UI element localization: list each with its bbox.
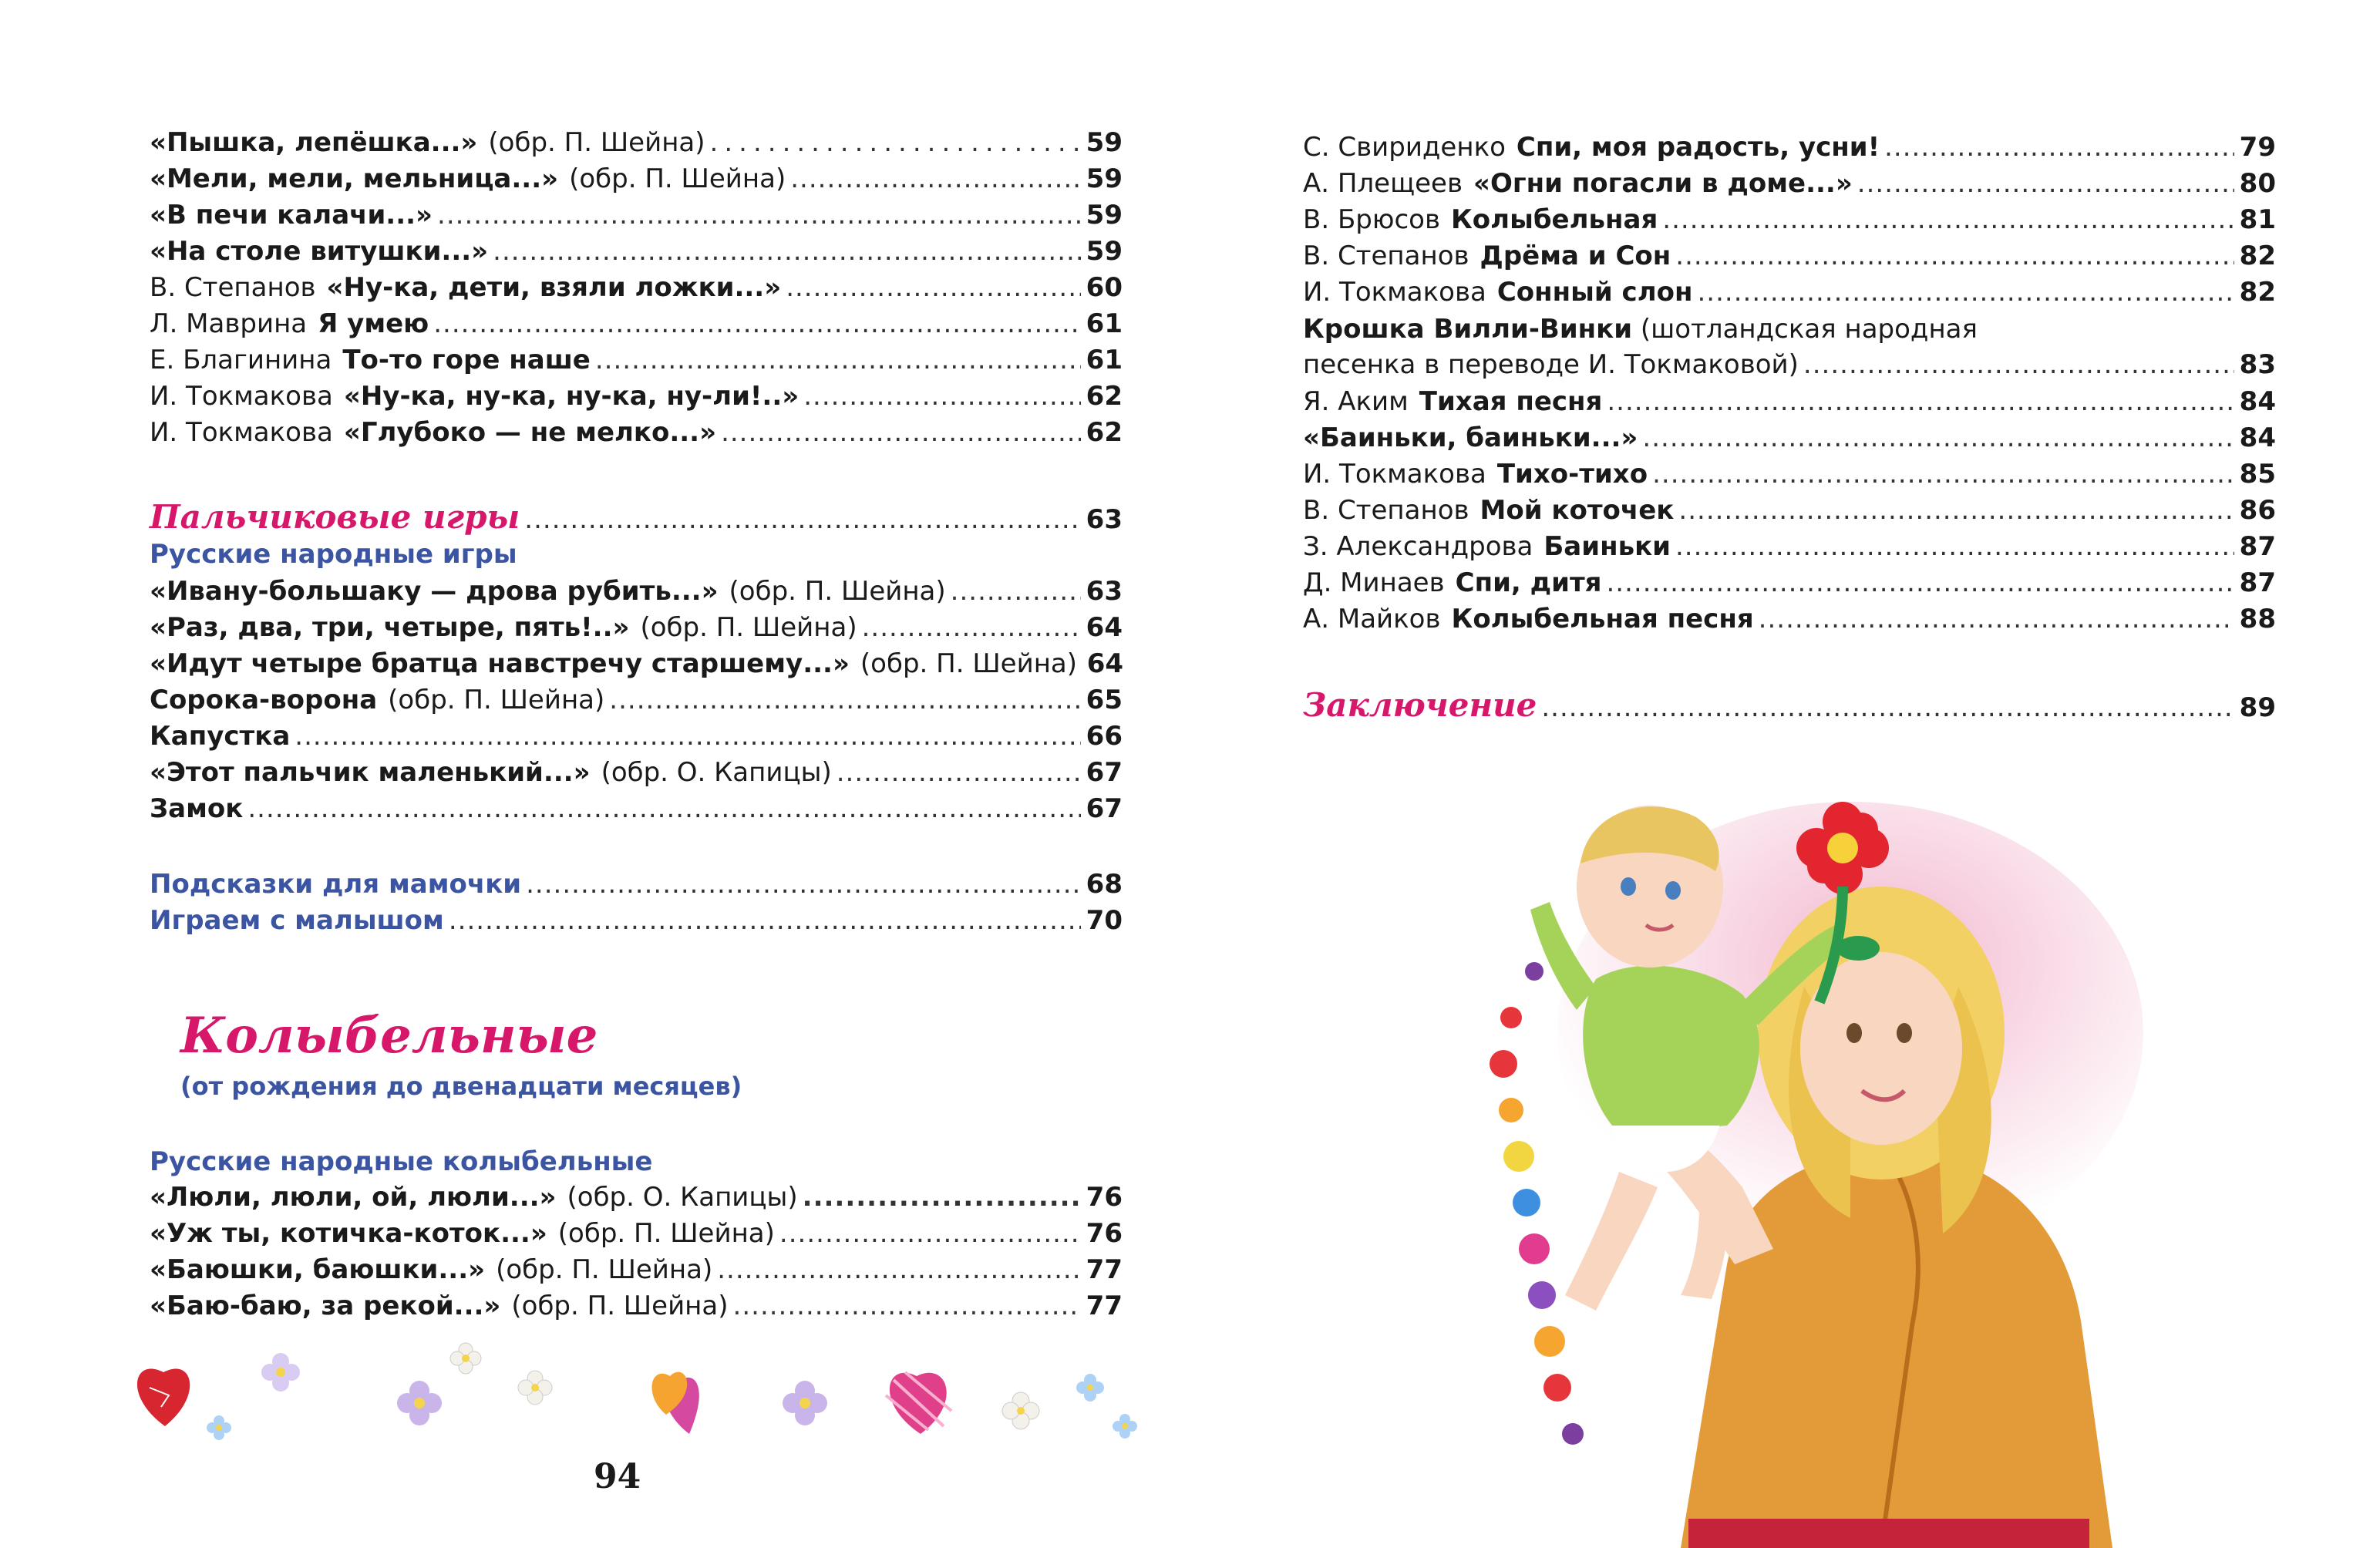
toc-entry[interactable] (1303, 456, 2276, 492)
dot-leader (1857, 166, 2234, 201)
toc-entry[interactable] (1303, 166, 2276, 201)
page-ref: 68 (1086, 869, 1123, 900)
entry-author: В. Степанов (1303, 241, 1469, 271)
toc-subheading-folk-lullabies (150, 1144, 1123, 1180)
page-ref: 62 (1086, 417, 1123, 448)
toc-entry[interactable] (150, 379, 1123, 414)
dot-leader (295, 718, 1081, 754)
entry-note: (обр. П. Шейна) (569, 163, 786, 194)
dot-leader (437, 197, 1081, 233)
page-ref: 84 (2239, 422, 2276, 453)
page-ref: 61 (1086, 345, 1123, 375)
page-ref: 85 (2239, 459, 2276, 490)
dot-leader (1675, 238, 2234, 274)
entry-title: «Глубоко — не мелко...» (343, 417, 717, 448)
entry-title: Я умею (318, 308, 429, 339)
toc-entry-willie-line2[interactable] (1303, 347, 2276, 382)
toc-entry[interactable] (1303, 565, 2276, 601)
entry-title: Спи, дитя (1455, 567, 1602, 598)
dot-leader (1675, 529, 2234, 564)
entry-title: «Ивану-большаку — дрова рубить...» (150, 576, 719, 607)
subheading: Русские народные игры (150, 539, 517, 570)
toc-entry[interactable] (150, 234, 1123, 269)
entry-note: (обр. П. Шейна) (640, 612, 857, 643)
dot-leader (1642, 420, 2234, 456)
entry-title: Мой коточек (1480, 495, 1675, 526)
page-ref: 89 (2239, 692, 2276, 723)
toc-entry[interactable] (150, 1216, 1123, 1251)
entry-title: «Уж ты, котичка-коток...» (150, 1218, 547, 1249)
entry-author: В. Брюсов (1303, 204, 1441, 235)
entry-title: Подсказки для мамочки (150, 869, 522, 900)
page-ref: 59 (1086, 236, 1123, 267)
dot-leader (1697, 274, 2234, 310)
dot-leader (721, 415, 1081, 450)
entry-title: Колыбельная (1451, 204, 1658, 235)
entry-author: В. Степанов (150, 272, 316, 303)
page-ref: 81 (2239, 204, 2276, 235)
toc-entry[interactable] (1303, 130, 2276, 165)
dot-leader (710, 125, 1081, 160)
page-ref: 59 (1086, 200, 1123, 231)
toc-section-finger-games[interactable] (150, 500, 1123, 535)
entry-title: «Баиньки, баиньки...» (1303, 422, 1638, 453)
dot-leader (862, 610, 1081, 645)
subheading: Русские народные колыбельные (150, 1146, 653, 1177)
toc-entry[interactable] (150, 755, 1123, 790)
entry-author: А. Майков (1303, 604, 1441, 634)
flower-icon (1113, 1414, 1137, 1439)
page-ref: 82 (2239, 277, 2276, 308)
page-ref: 59 (1086, 163, 1123, 194)
dot-leader (786, 270, 1081, 305)
flower-icon (1002, 1392, 1039, 1429)
dot-leader (609, 682, 1081, 718)
dot-leader (449, 903, 1081, 938)
dot-leader (733, 1288, 1081, 1324)
entry-title: Спи, моя радость, усни! (1516, 132, 1880, 163)
entry-note: (шотландская народная (1640, 314, 1978, 345)
page-ref: 80 (2239, 168, 2276, 199)
toc-entry[interactable] (1303, 529, 2276, 564)
entry-title: «Баю-баю, за рекой...» (150, 1291, 501, 1321)
section-subtitle: (от рождения до двенадцати месяцев) (180, 1072, 742, 1101)
page-ref: 70 (1086, 905, 1123, 936)
entry-author: Я. Аким (1303, 386, 1409, 417)
page-ref: 65 (1086, 685, 1123, 715)
entry-title: Крошка Вилли-Винки (1303, 314, 1633, 345)
entry-author: В. Степанов (1303, 495, 1469, 526)
page-ref: 76 (1086, 1182, 1123, 1213)
toc-entry[interactable] (150, 161, 1123, 197)
dot-leader (1803, 347, 2234, 382)
entry-title: Тихая песня (1419, 386, 1603, 417)
toc-entry[interactable] (150, 1180, 1123, 1215)
entry-note: песенка в переводе И. Токмаковой) (1303, 349, 1799, 380)
flower-icon (518, 1371, 552, 1405)
entry-author: И. Токмакова (1303, 277, 1486, 308)
flower-icon (261, 1353, 300, 1392)
toc-entry[interactable] (1303, 420, 2276, 456)
entry-title: Капустка (150, 721, 291, 752)
toc-section-conclusion[interactable] (1303, 688, 2276, 723)
entry-title: «Пышка, лепёшка...» (150, 127, 478, 158)
toc-entry[interactable] (1303, 601, 2276, 637)
toc-entry[interactable] (150, 125, 1123, 160)
entry-author: И. Токмакова (150, 381, 333, 412)
entry-note: (обр. О. Капицы) (601, 757, 832, 788)
toc-entry[interactable] (150, 342, 1123, 378)
dot-leader (1607, 384, 2234, 419)
entry-title: «Мели, мели, мельница...» (150, 163, 559, 194)
page-ref: 83 (2239, 349, 2276, 380)
toc-entry[interactable] (150, 197, 1123, 233)
toc-entry[interactable] (150, 646, 1123, 681)
dot-leader (1606, 565, 2234, 601)
entry-title: «Огни погасли в доме...» (1473, 168, 1853, 199)
entry-note: (обр. П. Шейна) (729, 576, 946, 607)
toc-entry[interactable] (150, 791, 1123, 826)
page-ref: 59 (1086, 127, 1123, 158)
dot-leader (433, 306, 1081, 342)
entry-title: «Ну-ка, дети, взяли ложки...» (326, 272, 782, 303)
toc-entry[interactable] (150, 415, 1123, 450)
decorative-border (126, 1341, 1175, 1465)
toc-entry[interactable] (1303, 238, 2276, 274)
page-ref: 79 (2239, 132, 2276, 163)
toc-entry[interactable] (150, 867, 1123, 902)
heart-icon (651, 1372, 699, 1434)
flower-icon (450, 1343, 481, 1374)
entry-title: «Раз, два, три, четыре, пять!..» (150, 612, 630, 643)
page-ref: 82 (2239, 241, 2276, 271)
page-ref: 67 (1086, 757, 1123, 788)
entry-title: Сорока-ворона (150, 685, 378, 715)
dot-leader (717, 1252, 1081, 1287)
toc-entry[interactable] (150, 718, 1123, 754)
page-ref: 60 (1086, 272, 1123, 303)
page-number: 94 (594, 1457, 641, 1496)
entry-author: И. Токмакова (150, 417, 333, 448)
toc-entry-willie-line1[interactable] (1303, 311, 2276, 347)
page-ref: 77 (1086, 1291, 1123, 1321)
entry-title: «Баюшки, баюшки...» (150, 1254, 486, 1285)
page-ref: 76 (1086, 1218, 1123, 1249)
toc-entry[interactable] (150, 270, 1123, 305)
entry-title: Баиньки (1543, 531, 1671, 562)
page-ref: 84 (2239, 386, 2276, 417)
entry-author: А. Плещеев (1303, 168, 1463, 199)
entry-title: «Этот пальчик маленький...» (150, 757, 591, 788)
dot-leader (1759, 601, 2234, 637)
entry-title: Колыбельная песня (1451, 604, 1754, 634)
page-ref: 88 (2239, 604, 2276, 634)
toc-entry[interactable] (150, 610, 1123, 645)
dot-leader (837, 755, 1081, 790)
entry-title: «На столе витушки...» (150, 236, 489, 267)
page-ref: 61 (1086, 308, 1123, 339)
page-ref: 77 (1086, 1254, 1123, 1285)
toc-entry[interactable] (150, 1252, 1123, 1287)
page-ref: 66 (1086, 721, 1123, 752)
entry-author: Л. Маврина (150, 308, 308, 339)
dot-leader (1652, 456, 2234, 492)
dot-leader (524, 502, 1081, 537)
dot-leader (1662, 202, 2234, 237)
toc-entry[interactable] (150, 306, 1123, 342)
entry-note: (обр. П. Шейна) (496, 1254, 713, 1285)
entry-note: (обр. П. Шейна) (388, 685, 605, 715)
heart-icon (137, 1368, 190, 1426)
toc-entry[interactable] (150, 682, 1123, 718)
dot-leader (1541, 690, 2234, 725)
entry-note: (обр. О. Капицы) (567, 1182, 798, 1213)
toc-entry[interactable] (150, 903, 1123, 938)
page-ref: 62 (1086, 381, 1123, 412)
entry-title: «Идут четыре братца навстречу старшему...» (150, 648, 850, 679)
entry-note: (обр. П. Шейна) (488, 127, 705, 158)
heart-icon (886, 1372, 951, 1434)
dot-leader (779, 1216, 1081, 1251)
entry-title: Тихо-тихо (1496, 459, 1648, 490)
page-ref: 87 (2239, 567, 2276, 598)
toc-entry[interactable] (1303, 202, 2276, 237)
entry-title: «Люли, люли, ой, люли...» (150, 1182, 557, 1213)
section-heading: Пальчиковые игры (150, 498, 520, 536)
section-heading: Заключение (1303, 686, 1537, 724)
entry-author: С. Свириденко (1303, 132, 1506, 163)
entry-author: З. Александрова (1303, 531, 1533, 562)
entry-note: (обр. П. Шейна) (511, 1291, 729, 1321)
page-ref: 87 (2239, 531, 2276, 562)
illustration-mother-and-baby (1449, 786, 2174, 1548)
entry-title: Замок (150, 793, 244, 824)
entry-note: (обр. П. Шейна) (860, 648, 1078, 679)
toc-subheading-folk-games (150, 537, 1123, 572)
section-heading-lullabies: Колыбельные (180, 1007, 598, 1065)
entry-author: Д. Минаев (1303, 567, 1445, 598)
entry-title: «В печи калачи...» (150, 200, 433, 231)
entry-author: Е. Благинина (150, 345, 332, 375)
flower-icon (1076, 1374, 1104, 1402)
toc-entry[interactable] (1303, 493, 2276, 528)
toc-entry[interactable] (1303, 274, 2276, 310)
entry-title: Сонный слон (1496, 277, 1693, 308)
entry-title: Играем с малышом (150, 905, 444, 936)
dot-leader (790, 161, 1081, 197)
dot-leader (526, 867, 1081, 902)
entry-author: И. Токмакова (1303, 459, 1486, 490)
page-ref: 67 (1086, 793, 1123, 824)
page-ref: 64 (1086, 648, 1124, 679)
toc-entry[interactable] (1303, 384, 2276, 419)
page-ref: 63 (1086, 576, 1123, 607)
dot-leader (247, 791, 1081, 826)
dot-leader (1678, 493, 2234, 528)
flower-icon (397, 1381, 442, 1425)
entry-title: «Ну-ка, ну-ка, ну-ка, ну-ли!..» (343, 381, 800, 412)
entry-title: Дрёма и Сон (1480, 241, 1671, 271)
dot-leader (493, 234, 1081, 269)
page-ref: 86 (2239, 495, 2276, 526)
toc-entry[interactable] (150, 1288, 1123, 1324)
page-ref: 64 (1086, 612, 1123, 643)
page-ref: 63 (1086, 504, 1123, 535)
entry-note: (обр. П. Шейна) (557, 1218, 775, 1249)
dot-leader (803, 1180, 1081, 1215)
dot-leader (951, 574, 1081, 609)
dot-leader (595, 342, 1081, 378)
flower-icon (783, 1381, 827, 1425)
flower-icon (207, 1415, 231, 1440)
entry-title: То-то горе наше (342, 345, 591, 375)
dot-leader (803, 379, 1081, 414)
toc-entry[interactable] (150, 574, 1123, 609)
dot-leader (1884, 130, 2234, 165)
